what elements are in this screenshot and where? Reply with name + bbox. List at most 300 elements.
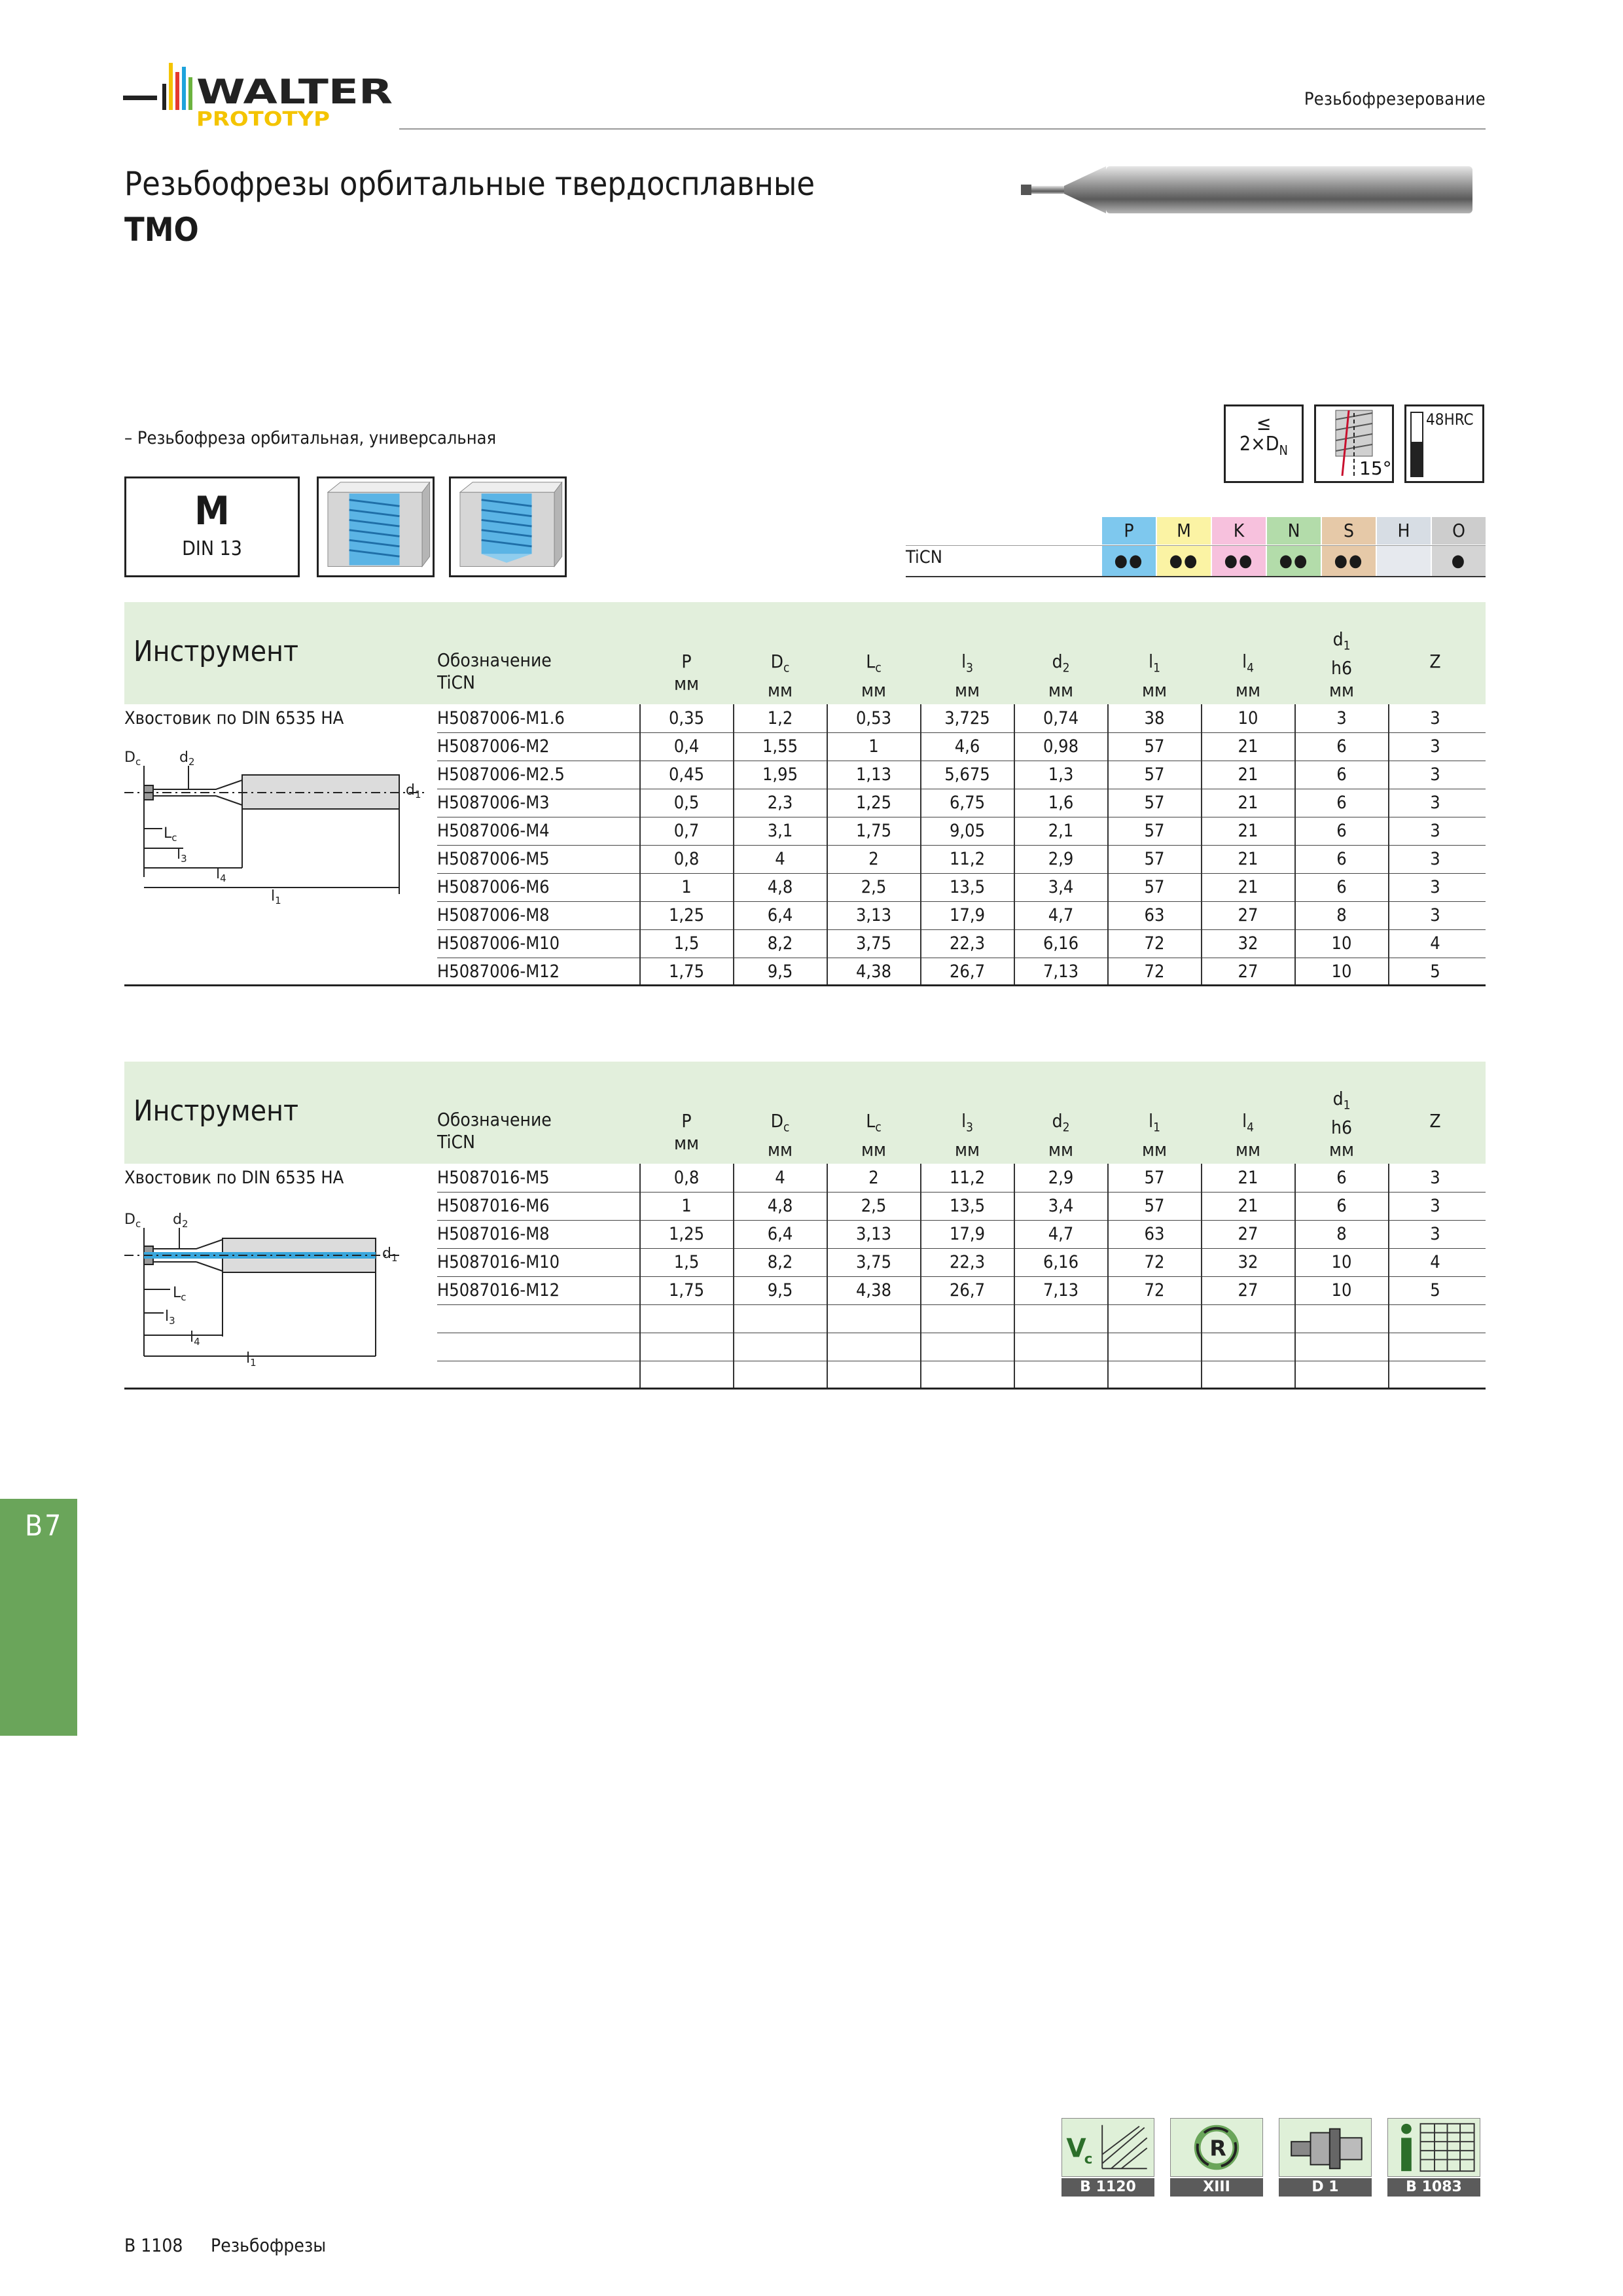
info-link[interactable]: B 1083 — [1387, 2118, 1480, 2197]
value-cell: 57 — [1144, 877, 1165, 897]
value-cell: 21 — [1238, 1196, 1258, 1216]
material-grade-label: TiCN — [906, 547, 942, 567]
value-cell: 32 — [1238, 1252, 1258, 1272]
table-row — [437, 761, 1486, 789]
value-cell — [641, 1304, 732, 1333]
svg-text:Lc: $L_c$ — [173, 1285, 187, 1303]
value-cell: 27 — [1238, 961, 1258, 982]
material-group-p: P — [1102, 517, 1156, 545]
tool-code-cell: H5087016-M8 — [437, 1224, 550, 1244]
value-cell: 3 — [1430, 736, 1440, 757]
svg-text:c: c — [1084, 2151, 1093, 2168]
value-cell: 1 — [681, 877, 692, 897]
value-cell: 3 — [1430, 1224, 1440, 1244]
tool-code-cell — [437, 1333, 639, 1361]
column-header: $l_1$ мм — [1141, 651, 1167, 701]
value-cell — [1015, 1333, 1107, 1361]
svg-text:l3: $l_3$ — [165, 1308, 175, 1327]
header-rule — [399, 128, 1486, 130]
column-divider — [1294, 1164, 1296, 1389]
material-suitability-mark: ●● — [1157, 546, 1211, 576]
value-cell: 1 — [868, 736, 879, 757]
column-header: P мм — [673, 1110, 699, 1154]
value-cell: 0,8 — [673, 1168, 700, 1188]
value-cell: 6 — [1336, 849, 1347, 869]
value-cell: 1,3 — [1048, 764, 1074, 785]
column-divider — [920, 1164, 921, 1389]
value-cell: 11,2 — [949, 1168, 986, 1188]
material-suitability-mark — [1377, 546, 1431, 576]
value-cell: 3 — [1430, 905, 1440, 925]
column-header: $d_2$ мм — [1048, 1110, 1073, 1160]
table-row — [437, 1220, 1486, 1249]
svg-text:WALTER: WALTER — [196, 73, 393, 112]
table-row — [437, 958, 1486, 986]
value-cell: 26,7 — [949, 1280, 986, 1300]
column-header: $l_3$ мм — [954, 1110, 980, 1160]
column-divider — [1014, 1164, 1015, 1389]
value-cell: 9,5 — [767, 1280, 793, 1300]
value-cell: 6 — [1336, 764, 1347, 785]
value-cell — [1202, 1304, 1294, 1333]
tool-code-cell: H5087006-M10 — [437, 933, 560, 954]
value-cell — [1015, 1361, 1107, 1389]
tool-code-cell: H5087006-M8 — [437, 905, 550, 925]
info-icon — [1387, 2118, 1480, 2177]
tool-code-cell: H5087006-M3 — [437, 793, 550, 813]
tool-code-cell: H5087006-M2.5 — [437, 764, 565, 785]
material-group-o: O — [1432, 517, 1486, 545]
value-cell — [734, 1304, 826, 1333]
value-cell: 3,4 — [1048, 877, 1074, 897]
svg-text:l4: $l_4$ — [216, 866, 226, 884]
tool-code-cell: H5087006-M1.6 — [437, 708, 565, 728]
value-cell: 6 — [1336, 877, 1347, 897]
value-cell: 4,7 — [1048, 905, 1074, 925]
thread-standard: DIN 13 — [182, 537, 242, 560]
column-divider — [920, 704, 921, 986]
column-header: $d_2$ мм — [1048, 651, 1073, 701]
svg-text:15°: 15° — [1359, 457, 1392, 479]
tool-dimension-diagram-2 — [124, 1208, 432, 1372]
hardness-scale-icon — [1410, 412, 1423, 477]
value-cell: 2,9 — [1048, 1168, 1074, 1188]
table-row — [437, 1248, 1486, 1277]
value-cell — [828, 1333, 919, 1361]
table-row — [437, 1276, 1486, 1305]
value-cell — [828, 1304, 919, 1333]
value-cell: 3,725 — [944, 708, 990, 728]
table2-title: Инструмент — [134, 1094, 299, 1128]
column-divider — [827, 704, 828, 986]
value-cell: 1 — [681, 1196, 692, 1216]
value-cell: 6 — [1336, 821, 1347, 841]
table-row — [437, 873, 1486, 902]
material-group-s: S — [1322, 517, 1376, 545]
svg-text:d1: $d_1$ — [382, 1246, 398, 1264]
value-cell: 10 — [1331, 1280, 1352, 1300]
column-header: $d_1$ h6 мм — [1329, 1088, 1354, 1160]
value-cell: 3,75 — [855, 1252, 892, 1272]
value-cell: 10 — [1331, 933, 1352, 954]
value-cell: 3 — [1430, 1168, 1440, 1188]
value-cell: 21 — [1238, 877, 1258, 897]
value-cell: 57 — [1144, 1168, 1165, 1188]
value-cell: 3,4 — [1048, 1196, 1074, 1216]
value-cell: 32 — [1238, 933, 1258, 954]
column-header: $D_c$ мм — [767, 651, 793, 701]
value-cell: 2,9 — [1048, 849, 1074, 869]
table1-designation-header: Обозначение TiCN — [437, 649, 552, 693]
table-row — [437, 1192, 1486, 1221]
value-cell: 3 — [1430, 764, 1440, 785]
value-cell — [921, 1361, 1013, 1389]
value-cell — [1109, 1304, 1200, 1333]
column-divider — [639, 704, 641, 986]
thread-type-box — [124, 476, 300, 577]
tool-code-cell — [437, 1361, 639, 1389]
column-header: $L_c$ мм — [861, 1110, 886, 1160]
value-cell — [1202, 1361, 1294, 1389]
column-header: P мм — [673, 651, 699, 694]
tool-code-cell: H5087006-M2 — [437, 736, 550, 757]
value-cell: 2 — [868, 1168, 879, 1188]
value-cell: 57 — [1144, 793, 1165, 813]
value-cell: 26,7 — [949, 961, 986, 982]
value-cell: 4 — [775, 1168, 785, 1188]
value-cell: 4,6 — [954, 736, 980, 757]
value-cell: 3 — [1430, 708, 1440, 728]
thread-mill-product-image — [1008, 157, 1492, 223]
value-cell: 38 — [1144, 708, 1165, 728]
column-divider — [827, 1164, 828, 1389]
value-cell: 5,675 — [944, 764, 990, 785]
blind-hole-icon — [449, 476, 567, 577]
value-cell: 13,5 — [949, 877, 986, 897]
value-cell: 11,2 — [949, 849, 986, 869]
section-name: Резьбофрезерование — [1304, 89, 1486, 109]
chapter-tab — [0, 1499, 77, 1736]
table-row — [437, 704, 1486, 733]
value-cell: 72 — [1144, 1280, 1165, 1300]
cutting-speed-icon — [1061, 2118, 1154, 2177]
value-cell: 0,45 — [668, 764, 705, 785]
table1-shank-label: Хвостовик по DIN 6535 HA — [124, 708, 344, 728]
value-cell: 6,16 — [1043, 1252, 1079, 1272]
tool-code-cell: H5087006-M6 — [437, 877, 550, 897]
value-cell: 13,5 — [949, 1196, 986, 1216]
value-cell: 1,25 — [668, 905, 705, 925]
value-cell: 57 — [1144, 821, 1165, 841]
value-cell: 3,75 — [855, 933, 892, 954]
material-group-n: N — [1267, 517, 1321, 545]
cutting-speed-link[interactable]: V c B 1120 — [1061, 2118, 1154, 2197]
column-header: $l_4$ мм — [1235, 1110, 1260, 1160]
page-title: Резьбофрезы орбитальные твердосплавные — [124, 165, 815, 203]
value-cell: 3,13 — [855, 1224, 892, 1244]
tool-code-cell — [437, 1304, 639, 1333]
svg-text:V: V — [1066, 2134, 1086, 2164]
value-cell — [1296, 1361, 1387, 1389]
value-cell: 1,13 — [855, 764, 892, 785]
value-cell: 4 — [775, 849, 785, 869]
material-suitability-mark: ●● — [1212, 546, 1266, 576]
svg-text:PROTOTYP: PROTOTYP — [196, 108, 330, 131]
table-row — [437, 817, 1486, 846]
material-group-m: M — [1157, 517, 1211, 545]
value-cell: 4,38 — [855, 1280, 892, 1300]
table-row — [437, 901, 1486, 930]
through-hole-icon — [317, 476, 435, 577]
table-row — [437, 732, 1486, 761]
column-header: $d_1$ h6 мм — [1329, 628, 1354, 701]
value-cell: 21 — [1238, 849, 1258, 869]
value-cell: 0,35 — [668, 708, 705, 728]
value-cell: 22,3 — [949, 933, 986, 954]
table-row — [437, 929, 1486, 958]
value-cell: 6 — [1336, 1196, 1347, 1216]
value-cell: 63 — [1144, 1224, 1165, 1244]
value-cell: 1,55 — [762, 736, 798, 757]
column-divider — [733, 1164, 734, 1389]
value-cell: 21 — [1238, 821, 1258, 841]
value-cell — [1389, 1333, 1481, 1361]
regrind-icon — [1170, 2118, 1263, 2177]
column-divider — [733, 704, 734, 986]
value-cell: 1,95 — [762, 764, 798, 785]
value-cell: 6,4 — [767, 905, 793, 925]
tool-code-cell: H5087016-M6 — [437, 1196, 550, 1216]
walter-prototyp-logo — [123, 58, 404, 131]
value-cell: 9,5 — [767, 961, 793, 982]
value-cell: 6 — [1336, 1168, 1347, 1188]
value-cell: 17,9 — [949, 905, 986, 925]
value-cell: 3 — [1430, 821, 1440, 841]
value-cell: 3 — [1430, 793, 1440, 813]
svg-text:Dc: $D_c$ — [124, 1211, 141, 1230]
footer-section: Резьбофрезы — [211, 2234, 327, 2256]
value-cell: 0,7 — [673, 821, 700, 841]
value-cell — [1389, 1361, 1481, 1389]
table-row — [437, 1304, 1486, 1333]
column-divider — [639, 1164, 641, 1389]
hardness-label: 48HRC — [1426, 410, 1474, 429]
value-cell: 9,05 — [949, 821, 986, 841]
column-header: Z — [1429, 1110, 1441, 1132]
value-cell: 72 — [1144, 1252, 1165, 1272]
value-cell: 4 — [1430, 1252, 1440, 1272]
table-row — [437, 845, 1486, 874]
value-cell: 57 — [1144, 764, 1165, 785]
value-cell: 3,13 — [855, 905, 892, 925]
value-cell: 3 — [1430, 877, 1440, 897]
value-cell — [1202, 1333, 1294, 1361]
value-cell: 2 — [868, 849, 879, 869]
table2-designation-header: Обозначение TiCN — [437, 1109, 552, 1153]
hardness-box — [1404, 404, 1484, 483]
value-cell: 72 — [1144, 933, 1165, 954]
tool-code-cell: H5087016-M5 — [437, 1168, 550, 1188]
tool-dimension-diagram-1 — [124, 746, 432, 910]
value-cell: 10 — [1238, 708, 1258, 728]
page-subtitle: TMO — [124, 211, 199, 249]
table-row — [437, 789, 1486, 817]
value-cell: 27 — [1238, 1224, 1258, 1244]
svg-text:l1: $l_1$ — [246, 1350, 257, 1369]
svg-text:R: R — [1209, 2135, 1226, 2161]
tool-code-cell: H5087016-M10 — [437, 1252, 560, 1272]
value-cell: 1,5 — [673, 1252, 700, 1272]
value-cell: 2,1 — [1048, 821, 1074, 841]
value-cell: 1,75 — [668, 961, 705, 982]
value-cell — [1109, 1333, 1200, 1361]
value-cell — [921, 1333, 1013, 1361]
value-cell: 8 — [1336, 1224, 1347, 1244]
column-header: $L_c$ мм — [861, 651, 886, 701]
tool-holder-icon — [1279, 2118, 1372, 2177]
material-suitability-mark: ● — [1432, 546, 1486, 576]
value-cell: 1,25 — [855, 793, 892, 813]
value-cell: 57 — [1144, 736, 1165, 757]
value-cell: 57 — [1144, 849, 1165, 869]
value-cell: 7,13 — [1043, 961, 1079, 982]
column-header: $l_1$ мм — [1141, 1110, 1167, 1160]
value-cell — [641, 1361, 732, 1389]
value-cell — [734, 1361, 826, 1389]
helix-angle-box — [1314, 404, 1394, 483]
svg-text:Dc: $D_c$ — [124, 749, 141, 768]
material-suitability-mark: ●● — [1322, 546, 1376, 576]
value-cell: 8,2 — [767, 1252, 793, 1272]
value-cell: 1,2 — [767, 708, 793, 728]
value-cell: 1,6 — [1048, 793, 1074, 813]
svg-text:l1: $l_1$ — [271, 888, 281, 906]
material-group-k: K — [1212, 517, 1266, 545]
table-row — [437, 1333, 1486, 1361]
value-cell: 27 — [1238, 905, 1258, 925]
value-cell — [1296, 1304, 1387, 1333]
value-cell: 21 — [1238, 793, 1258, 813]
value-cell: 63 — [1144, 905, 1165, 925]
value-cell: 0,8 — [673, 849, 700, 869]
value-cell: 4,8 — [767, 877, 793, 897]
value-cell: 4,7 — [1048, 1224, 1074, 1244]
value-cell: 0,74 — [1043, 708, 1079, 728]
column-header: $l_3$ мм — [954, 651, 980, 701]
value-cell: 0,98 — [1043, 736, 1079, 757]
column-header: $D_c$ мм — [767, 1110, 793, 1160]
value-cell: 4 — [1430, 933, 1440, 954]
value-cell: 0,5 — [673, 793, 700, 813]
value-cell: 3,1 — [767, 821, 793, 841]
value-cell: 4,38 — [855, 961, 892, 982]
column-header: Z — [1429, 651, 1441, 672]
value-cell — [1015, 1304, 1107, 1333]
value-cell: 10 — [1331, 1252, 1352, 1272]
value-cell: 57 — [1144, 1196, 1165, 1216]
column-divider — [1388, 704, 1389, 986]
value-cell: 6 — [1336, 793, 1347, 813]
helix-angle-icon — [1316, 406, 1392, 481]
material-suitability-mark: ●● — [1267, 546, 1321, 576]
page-number: B 1108 — [124, 2234, 183, 2256]
table-row — [437, 1164, 1486, 1193]
column-divider — [1014, 704, 1015, 986]
value-cell: 22,3 — [949, 1252, 986, 1272]
regrind-link[interactable]: R XIII — [1170, 2118, 1263, 2197]
column-divider — [1294, 704, 1296, 986]
material-suitability-mark: ●● — [1102, 546, 1156, 576]
svg-text:l4: $l_4$ — [190, 1329, 200, 1348]
table1-title: Инструмент — [134, 635, 299, 668]
svg-text:Lc: $L_c$ — [164, 825, 177, 844]
value-cell: 3 — [1430, 1196, 1440, 1216]
tool-code-cell: H5087006-M12 — [437, 961, 560, 982]
value-cell — [828, 1361, 919, 1389]
column-divider — [1201, 1164, 1202, 1389]
value-cell — [641, 1333, 732, 1361]
tool-code-cell: H5087006-M4 — [437, 821, 550, 841]
value-cell: 5 — [1430, 1280, 1440, 1300]
tool-code-cell: H5087016-M12 — [437, 1280, 560, 1300]
value-cell: 6,4 — [767, 1224, 793, 1244]
value-cell: 21 — [1238, 1168, 1258, 1188]
value-cell: 6,16 — [1043, 933, 1079, 954]
value-cell: 7,13 — [1043, 1280, 1079, 1300]
table1-bottom-line — [124, 984, 1486, 986]
value-cell: 21 — [1238, 764, 1258, 785]
column-divider — [1201, 704, 1202, 986]
material-group-h: H — [1377, 517, 1431, 545]
table2-bottom-line — [124, 1388, 1486, 1390]
value-cell: 1,75 — [855, 821, 892, 841]
value-cell: 5 — [1430, 961, 1440, 982]
svg-text:d2: $d_2$ — [179, 749, 195, 768]
value-cell: 6,75 — [949, 793, 986, 813]
tool-holder-link[interactable]: D 1 — [1279, 2118, 1372, 2197]
value-cell: 2,5 — [861, 1196, 887, 1216]
column-divider — [1388, 1164, 1389, 1389]
value-cell: 1,25 — [668, 1224, 705, 1244]
value-cell: 10 — [1331, 961, 1352, 982]
value-cell: 0,53 — [855, 708, 892, 728]
value-cell: 27 — [1238, 1280, 1258, 1300]
value-cell: 2,3 — [767, 793, 793, 813]
material-table-line — [906, 576, 1486, 577]
value-cell: 8,2 — [767, 933, 793, 954]
value-cell: 1,5 — [673, 933, 700, 954]
value-cell — [1389, 1304, 1481, 1333]
value-cell: 4,8 — [767, 1196, 793, 1216]
value-cell — [1296, 1333, 1387, 1361]
tool-code-cell: H5087006-M5 — [437, 849, 550, 869]
column-header: $l_4$ мм — [1235, 651, 1260, 701]
value-cell: 3 — [1430, 849, 1440, 869]
svg-text:d1: $d_1$ — [406, 782, 421, 800]
value-cell: 21 — [1238, 736, 1258, 757]
value-cell — [734, 1333, 826, 1361]
svg-text:l3: $l_3$ — [177, 846, 187, 865]
value-cell: 3 — [1336, 708, 1347, 728]
value-cell: 1,75 — [668, 1280, 705, 1300]
column-divider — [1107, 1164, 1109, 1389]
chapter-tab-label: B7 — [25, 1509, 63, 1543]
tool-description: – Резьбофреза орбитальная, универсальная — [124, 428, 497, 448]
thread-depth-box: ≤ $2\times D_N$ — [1224, 404, 1304, 483]
value-cell — [1109, 1361, 1200, 1389]
table-row — [437, 1361, 1486, 1390]
value-cell: 72 — [1144, 961, 1165, 982]
